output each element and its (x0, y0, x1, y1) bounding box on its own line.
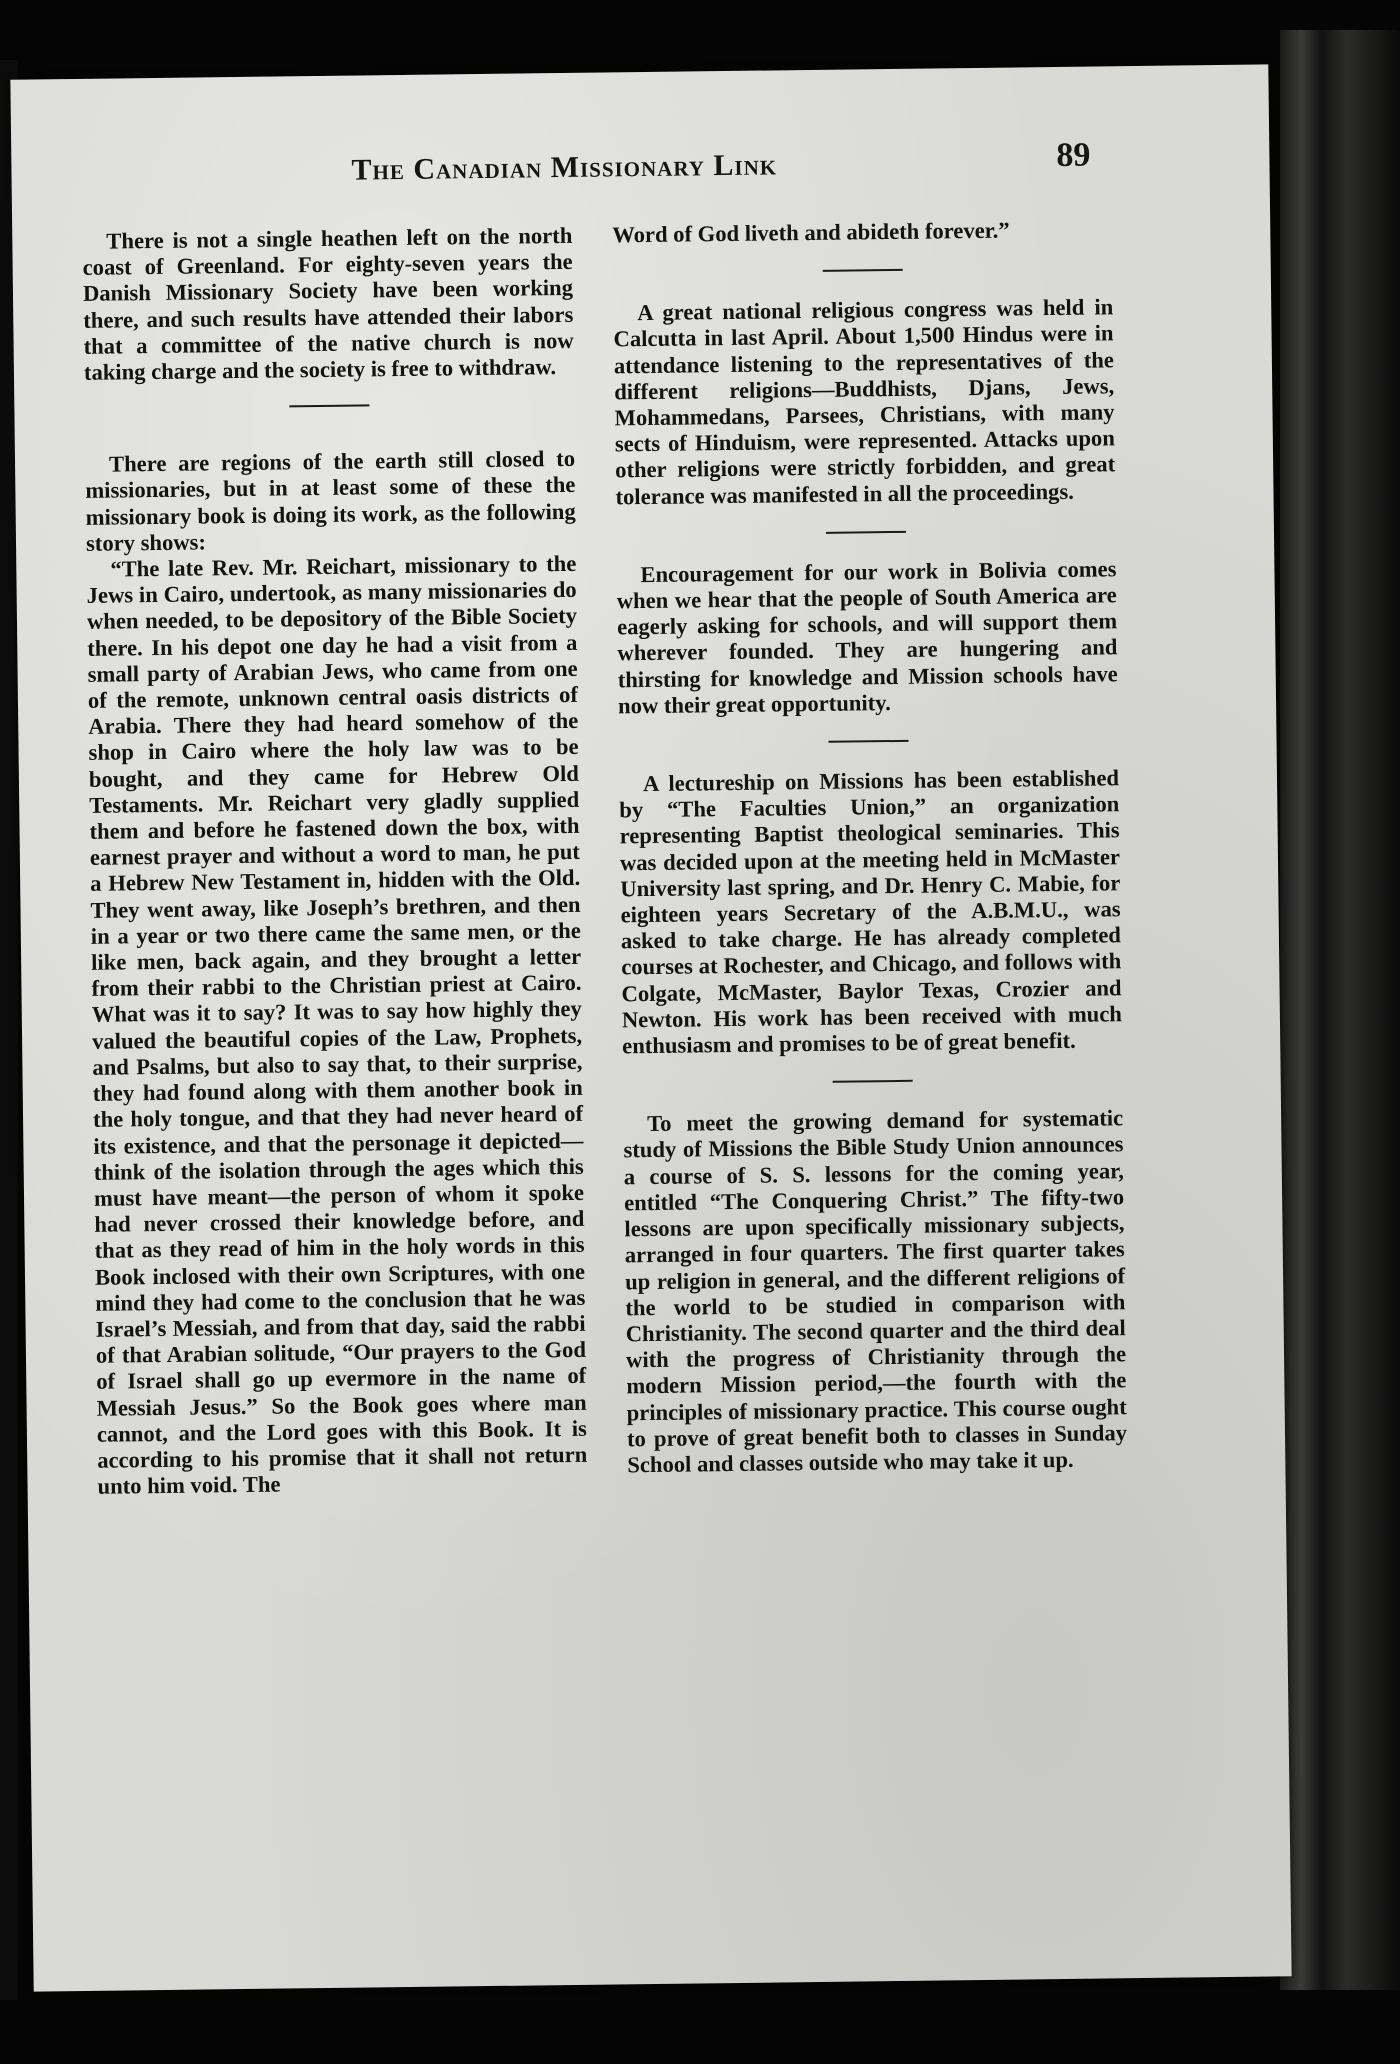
book-binding-edge (1280, 30, 1400, 1990)
paragraph-bolivia: Encouragement for our work in Bolivia comes when we hear that the people of South America are eagerly asking for schools, and will support them wherever founded. They are hungering and thirsting for knowledge and Mission schools have now their great opportunity. (616, 556, 1118, 719)
left-column (82, 223, 587, 1500)
right-column (612, 216, 1127, 1478)
paragraph-lectureship: A lectureship on Missions has been established by “The Faculties Union,” an organization representing Baptist theological seminaries. This was decided upon at the meeting held in McMaster University last spring, and Dr. Henry C. Mabie, for eighteen years Secretary of the A.B.M.U., was asked to take charge. He has already completed courses at Rochester, and Chicago, and follows with Colgate, McMaster, Baylor Texas, Crozier and Newton. His work has been received with much enthusiasm and promises to be of great benefit. (619, 765, 1123, 1059)
paragraph-continuation: Word of God liveth and abideth forever.” (612, 217, 1010, 248)
section-divider (829, 740, 909, 743)
section-divider (826, 531, 906, 534)
paragraph-reichart-story: “The late Rev. Mr. Reichart, missionary to the Jews in Cairo, undertook, as many missionaries do when needed, to be depository of the Bible Society there. In his depot one day he had a visit from a small party of Arabian Jews, who came from one of the remote, unknown central oasis districts of Arabia. There they had heard somehow of the shop in Cairo where the holy law was to be bought, and they came for Hebrew Old Testaments. Mr. Reichart very gladly supplied them and before he fastened down the box, with earnest prayer and without a word to man, he put a Hebrew New Testament in, hidden with the Old. They went away, like Joseph’s brethren, and then in a year or two there came the same men, or the like men, back again, and they brought a letter from their rabbi to the Christian priest at Cairo. What was it to say? It was to say how highly they valued the beautiful copies of the Law, Prophets, and Psalms, but also to say that, to their surprise, they had found along with them another book in the holy tongue, and that they had never heard of its existence, and that the personage it depicted—think of the isolation through the ages which this must have meant—the person of whom it spoke had never crossed their knowledge before, and that as they read of him in the holy words in this Book inclosed with their own Scriptures, with one mind they had come to the conclusion that he was Israel’s Messiah, and from that day, said the rabbi of that Arabian solitude, “Our prayers to the God of Israel shall go up evermore in the name of Messiah Jesus.” So the Book goes where man cannot, and the Lord goes with this Book. It is according to his promise that it shall not return unto him void. The (86, 550, 588, 1499)
section-divider (833, 1080, 913, 1083)
scanned-page (10, 64, 1291, 1991)
journal-title: The Canadian Missionary Link (351, 148, 778, 187)
running-head (11, 136, 1269, 197)
paragraph-closed-regions: There are regions of the earth still closed to missionaries, but in at least some of these the missionary book is doing its work, as the following story shows: (85, 446, 576, 556)
paragraph-bible-study-union: To meet the growing demand for systematic study of Missions the Bible Study Union announces a course of S. S. lessons for the coming year, entitled “The Conquering Christ.” The fifty-two lessons are upon specifically missionary subjects, arranged in four quarters. The first quarter takes up religion in general, and the different religions of the world to be studied in comparison with Christianity. The second quarter and the third deal with the progress of Christianity through the modern Mission period,—the fourth with the principles of missionary practice. This course ought to prove of great benefit both to classes in Sunday School and classes outside who may take it up. (623, 1105, 1128, 1478)
page-number: 89 (1056, 136, 1091, 174)
section-divider (823, 269, 903, 272)
paragraph-greenland: There is not a single heathen left on the north coast of Greenland. For eighty-seven years the Danish Missionary Society have been working there, and such results have attended their labors that a committee of the native church is now taking charge and the society is free to withdraw. (82, 222, 574, 385)
paragraph-calcutta-congress: A great national religious congress was held in Calcutta in last April. About 1,500 Hindus were in attendance listening to the representatives of the different religions—Buddhists, Djans, Jews, Mohammedans, Parsees, Christians, with many sects of Hinduism, were represented. Attacks upon other religions were strictly forbidden, and great tolerance was manifested in all the proceedings. (613, 294, 1116, 510)
section-divider (289, 405, 369, 408)
